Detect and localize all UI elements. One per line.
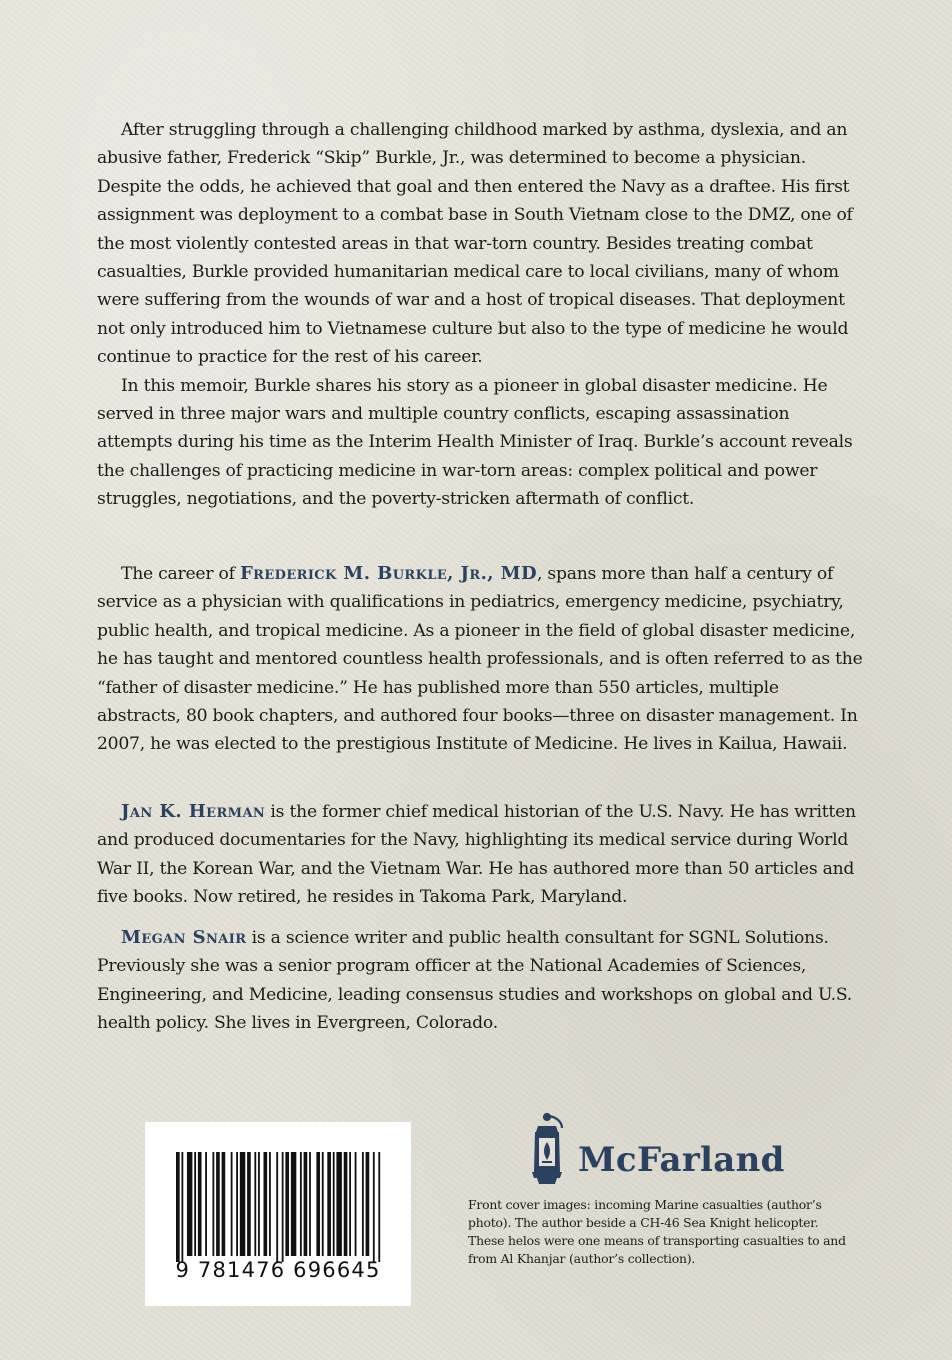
bio-paragraph	[97, 560, 867, 759]
barcode-bar	[254, 1152, 256, 1256]
isbn-barcode	[145, 1122, 411, 1306]
author-name: Frederick M. Burkle, Jr., MD	[239, 563, 537, 584]
bio-paragraph	[97, 798, 867, 912]
bio-text: is a science writer and public health consultant for SGNL Solutions. Previously she was a senior program officer at the National Academies of Sciences, Engineering, and Medicine, leading consensus studies and workshops on global and U.S. health policy. She lives in Evergreen, Colorado.	[97, 928, 853, 1034]
bio-lead: The career of	[121, 564, 240, 584]
publisher-logo	[522, 1112, 802, 1192]
blurb-paragraph-1: After struggling through a challenging childhood marked by asthma, dyslexia, and an abusive father, Frederick “Skip” Burkle, Jr., was determined to become a physician. Despite the odds, he achieved that goal and then entered the Navy as a draftee. His first assignment was deployment to a combat base in South Vietnam close to the DMZ, one of the most violently contested areas in that war-torn country. Besides treating combat casualties, Burkle provided humanitarian medical care to local civilians, many of whom were suffering from the wounds of war and a host of tropical diseases. That deployment not only introduced him to Vietnamese culture but also to the type of medicine he would continue to practice for the rest of his career.	[97, 120, 853, 368]
barcode-bar	[269, 1152, 271, 1256]
barcode-bar	[285, 1152, 289, 1256]
barcode-bar	[355, 1152, 357, 1256]
barcode-bar	[264, 1152, 268, 1256]
barcode-bar	[316, 1152, 320, 1256]
author-name: Jan K. Herman	[121, 801, 266, 822]
author-bio-burkle	[97, 560, 867, 759]
barcode-bar	[366, 1152, 370, 1256]
barcode-bar	[322, 1152, 324, 1256]
barcode-bar	[194, 1152, 196, 1256]
author-bio-snair	[97, 924, 867, 1038]
bio-paragraph	[97, 924, 867, 1038]
back-cover-blurb	[97, 116, 867, 514]
barcode-bar	[181, 1152, 183, 1262]
barcode-bar	[231, 1152, 233, 1256]
author-name: Megan Snair	[121, 927, 247, 948]
barcode-bar	[336, 1152, 341, 1256]
barcode-bar	[240, 1152, 245, 1256]
barcode-bar	[187, 1152, 192, 1256]
barcode-bar	[362, 1152, 364, 1256]
barcode-bar	[300, 1152, 302, 1256]
barcode-bar	[222, 1152, 226, 1256]
lantern-icon	[522, 1112, 572, 1186]
barcode-bar	[198, 1152, 202, 1256]
barcode-bar	[212, 1152, 214, 1256]
bio-text: is the former chief medical historian of the U.S. Navy. He has written and produced documentaries for the Navy, highlighting its medical service during World War II, the Korean War, and the Vietnam War. He has authored more than 50 articles and five books. Now retired, he resides in Takoma Park, Maryland.	[97, 802, 856, 908]
barcode-bar	[344, 1152, 348, 1256]
barcode-bar	[216, 1152, 220, 1256]
barcode-bar	[276, 1152, 278, 1262]
barcode-bar	[282, 1152, 284, 1262]
barcode-bar	[205, 1152, 207, 1256]
barcode-bar	[247, 1152, 251, 1256]
barcode-bar	[333, 1152, 335, 1256]
publisher-name: McFarland	[578, 1140, 785, 1180]
barcode-bar	[378, 1152, 380, 1262]
barcode-bar	[327, 1152, 331, 1256]
author-bio-herman	[97, 798, 867, 912]
barcode-bar	[258, 1152, 260, 1256]
cover-image-caption: Front cover images: incoming Marine casualties (author’s photo). The author beside a CH-46 Sea Knight helicopter. These helos were one means of transporting casualties to and from Al Khanjar (author’s collection).	[468, 1197, 846, 1266]
barcode-bars	[176, 1152, 382, 1262]
bio-text: , spans more than half a century of service as a physician with qualifications in pediatrics, emergency medicine, psychiatry, public health, and tropical medicine. As a pioneer in the field of global disaster medicine, he has taught and mentored countless health professionals, and is often referred to as the “father of disaster medicine.” He has published more than 550 articles, multiple abstracts, 80 book chapters, and authored four books—three on disaster management. In 2007, he was elected to the prestigious Institute of Medicine. He lives in Kailua, Hawaii.	[97, 564, 863, 755]
barcode-bar	[373, 1152, 375, 1262]
barcode-bar	[291, 1152, 296, 1256]
blurb-paragraph-2: In this memoir, Burkle shares his story as a pioneer in global disaster medicine. He served in three major wars and multiple country conflicts, escaping assassination attempts during his time as the Interim Health Minister of Iraq. Burkle’s account reveals the challenges of practicing medicine in war-torn areas: complex political and power struggles, negotiations, and the poverty-stricken aftermath of conflict.	[97, 375, 853, 510]
barcode-bar	[304, 1152, 308, 1256]
barcode-bar	[349, 1152, 351, 1256]
isbn-number: 9 781476 696645	[175, 1258, 381, 1282]
barcode-bar	[176, 1152, 180, 1262]
barcode-bar	[236, 1152, 238, 1256]
barcode-bar	[309, 1152, 311, 1256]
